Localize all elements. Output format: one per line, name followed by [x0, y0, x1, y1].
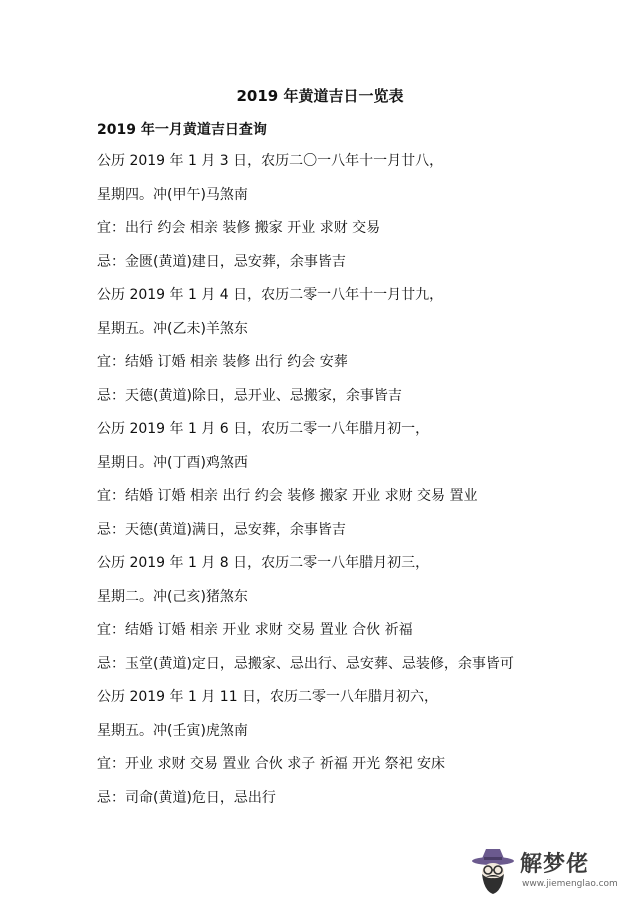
entry-weekday: 星期二。冲(己亥)猪煞东: [97, 588, 248, 605]
entry-yi: 宜：开业 求财 交易 置业 合伙 求子 祈福 开光 祭祀 安床: [97, 756, 446, 772]
entry-yi: 宜：出行 约会 相亲 装修 搬家 开业 求财 交易: [97, 220, 381, 236]
entry-ji: 忌：天德(黄道)除日，忌开业、忌搬家，余事皆吉: [97, 387, 402, 404]
entry: [97, 418, 617, 552]
entry-date: 公历 2019 年 1 月 3 日，农历二〇一八年十一月廿八，: [97, 153, 444, 169]
entry-ji: 忌：玉堂(黄道)定日，忌搬家、忌出行、忌安葬、忌装修，余事皆可: [97, 655, 514, 672]
entry-ji: 忌：金匮(黄道)建日，忌安葬，余事皆吉: [97, 253, 346, 270]
entry: [97, 150, 617, 284]
watermark-url: www.jiemenglao.com: [522, 879, 618, 889]
document-title: 2019 年黄道吉日一览表: [236, 87, 404, 105]
entry-weekday: 星期五。冲(乙未)羊煞东: [97, 320, 248, 337]
entry-weekday: 星期五。冲(壬寅)虎煞南: [97, 722, 248, 739]
month-heading: 2019 年一月黄道吉日查询: [97, 122, 267, 138]
entry-yi: 宜：结婚 订婚 相亲 开业 求财 交易 置业 合伙 祈福: [97, 622, 413, 638]
entry-date: 公历 2019 年 1 月 8 日，农历二零一八年腊月初三，: [97, 555, 430, 571]
watermark-title: 解梦佬: [520, 852, 590, 877]
entry-ji: 忌：司命(黄道)危日，忌出行: [97, 789, 276, 806]
entry-ji: 忌：天德(黄道)满日，忌安葬，余事皆吉: [97, 521, 346, 538]
entry: [97, 686, 617, 820]
entry-date: 公历 2019 年 1 月 6 日，农历二零一八年腊月初一，: [97, 421, 430, 437]
entries-list: [97, 150, 617, 820]
entry: [97, 284, 617, 418]
entry-yi: 宜：结婚 订婚 相亲 装修 出行 约会 安葬: [97, 354, 348, 370]
entry-weekday: 星期四。冲(甲午)马煞南: [97, 186, 248, 203]
watermark: [470, 845, 635, 900]
entry-weekday: 星期日。冲(丁酉)鸡煞西: [97, 454, 248, 471]
entry-date: 公历 2019 年 1 月 11 日，农历二零一八年腊月初六，: [97, 689, 439, 705]
bearded-man-logo-icon: [470, 845, 516, 897]
entry: [97, 552, 617, 686]
entry-date: 公历 2019 年 1 月 4 日，农历二零一八年十一月廿九，: [97, 287, 444, 303]
entry-yi: 宜：结婚 订婚 相亲 出行 约会 装修 搬家 开业 求财 交易 置业: [97, 488, 478, 504]
